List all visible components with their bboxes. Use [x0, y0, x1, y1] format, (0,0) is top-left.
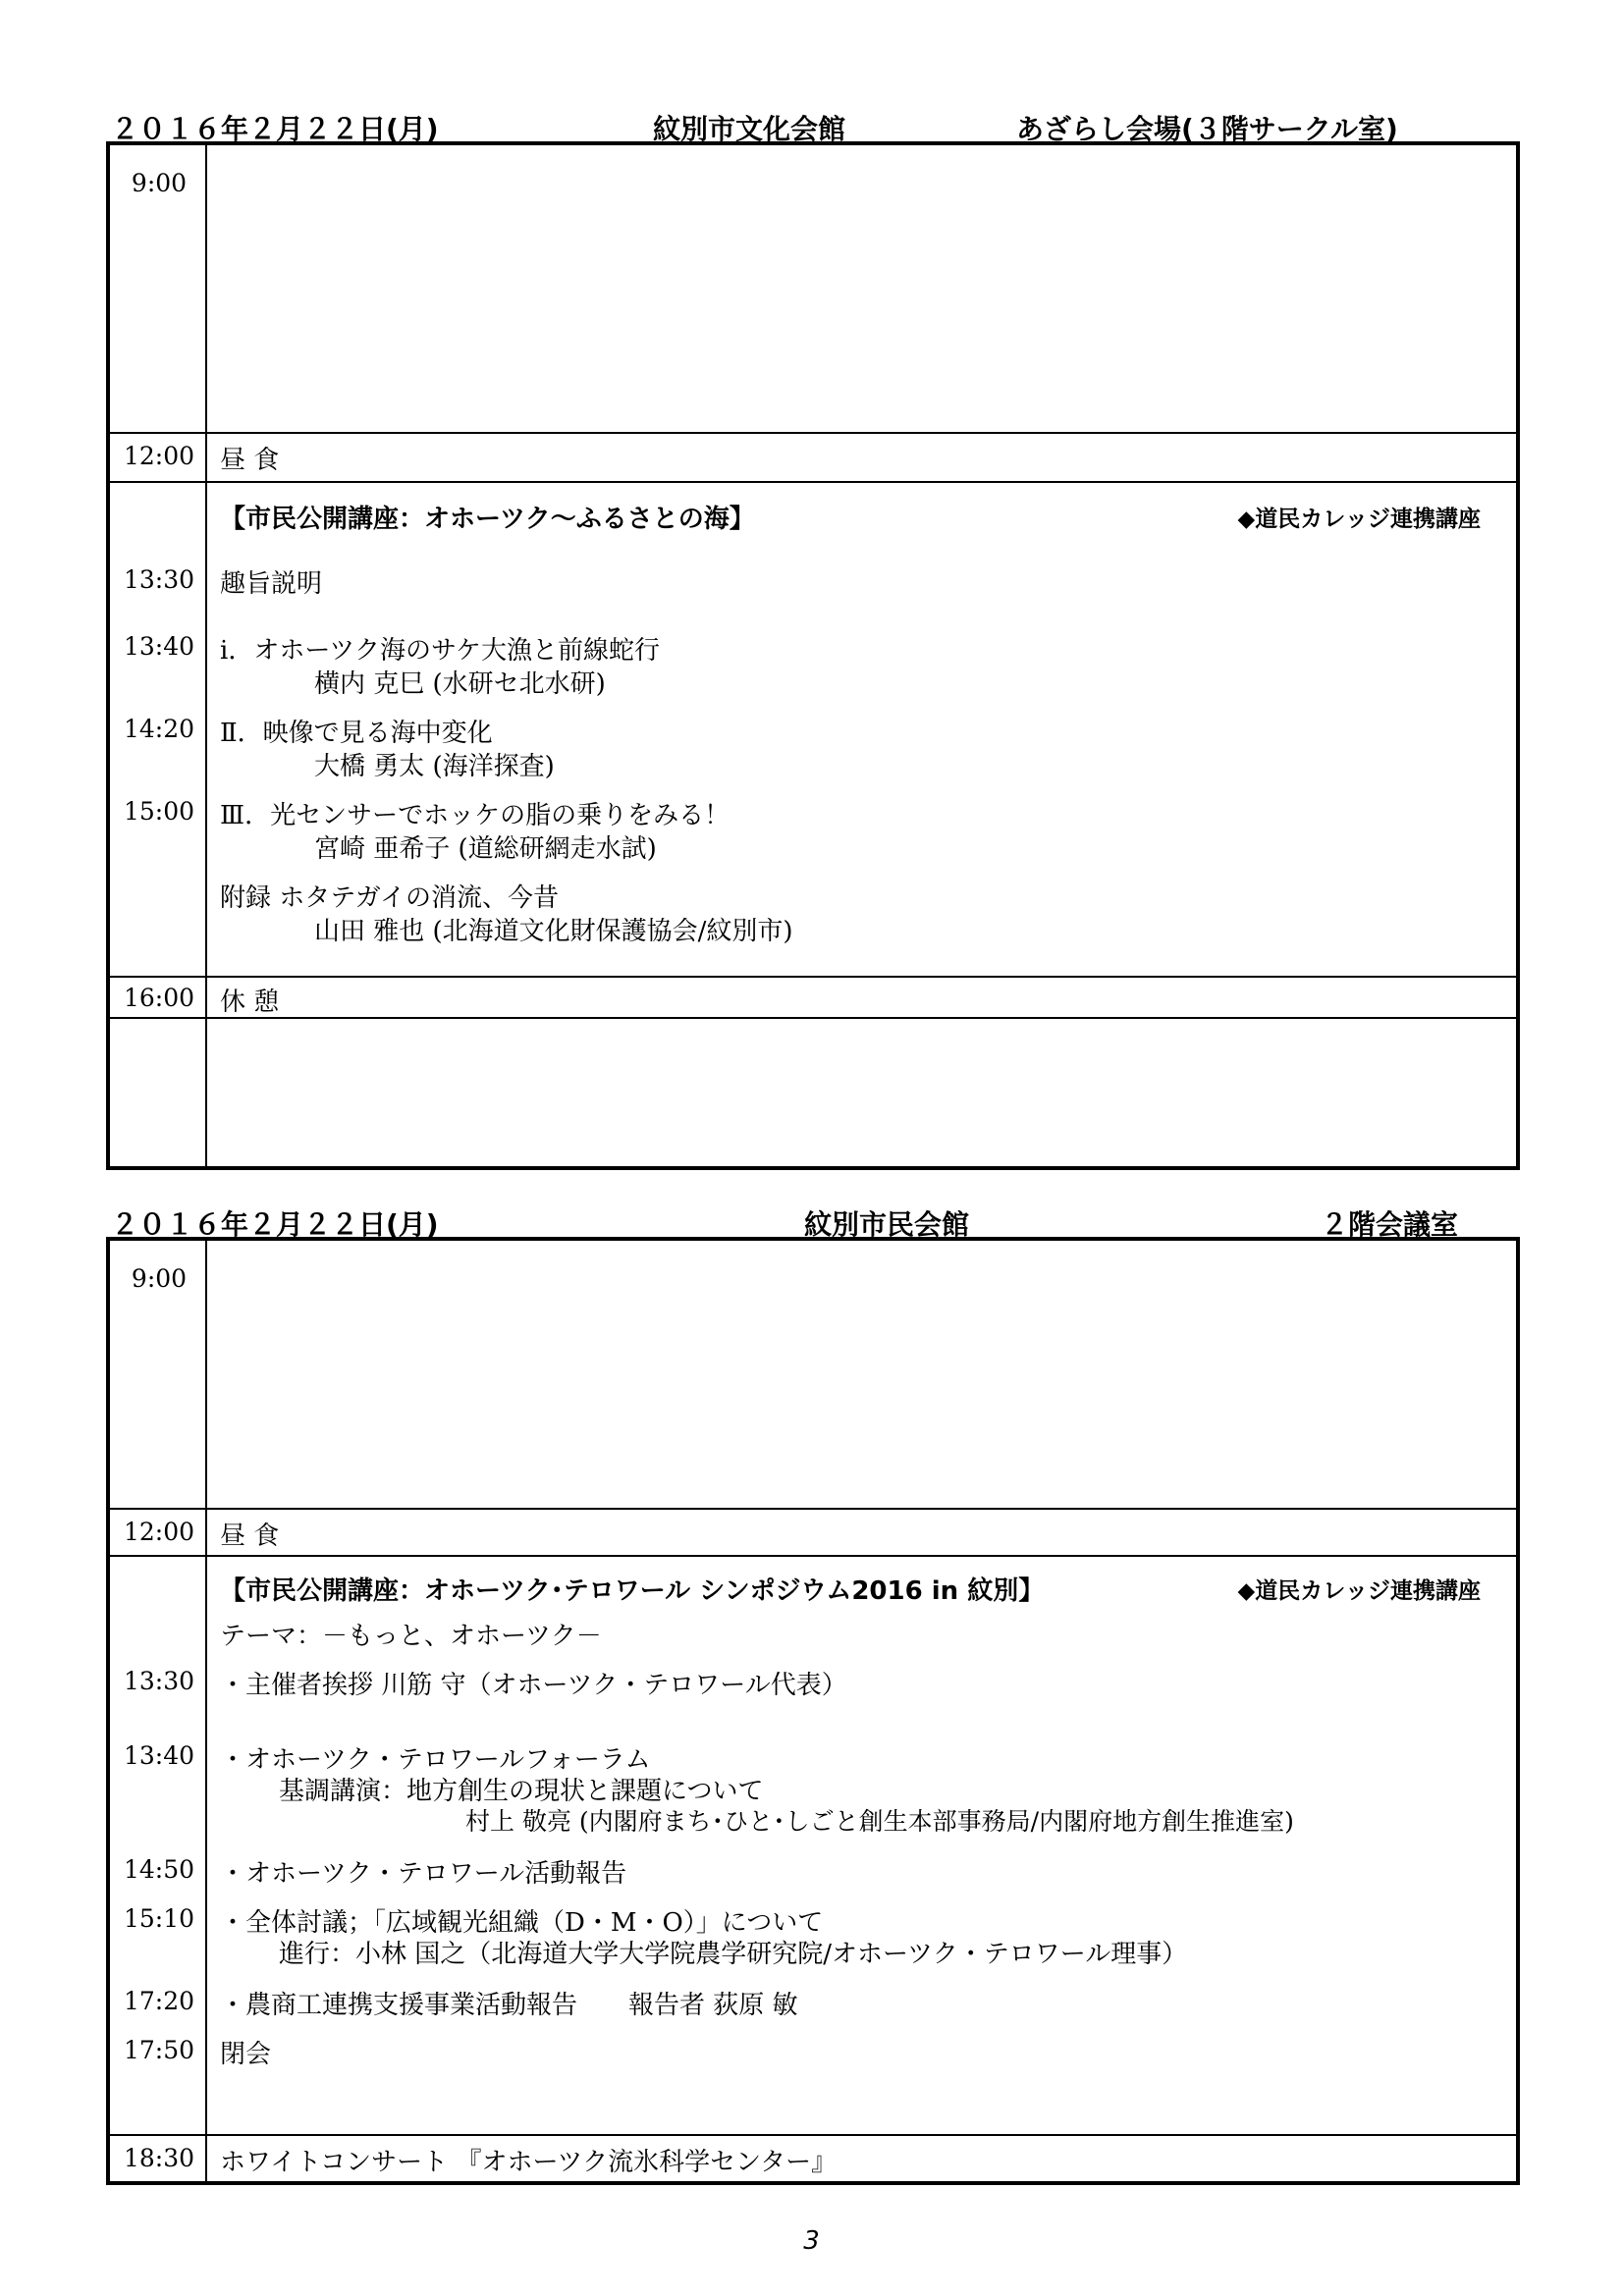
keynote-speaker: 村上 敬亮 (内閣府まち･ひと･しごと創生本部事務局/内閣府地方創生推進室) [465, 1807, 1294, 1836]
section2-date: ２０１６年２月２２日(月) [111, 1208, 439, 1241]
section2-venue: 紋別市民会館 [804, 1208, 970, 1241]
time-1500: 15:00 [123, 797, 195, 826]
appendix-speaker: 山田 雅也 (北海道文化財保護協会/紋別市) [314, 917, 793, 946]
moderator-label: 進行：小林 国之（北海道大学大学院農学研究院/オホーツク・テロワール理事） [279, 1940, 1188, 1969]
section2-room: ２階会議室 [1321, 1208, 1459, 1241]
report-label: ・オホーツク・テロワール活動報告 [220, 1859, 627, 1889]
section1-date: ２０１６年２月２２日(月) [111, 113, 439, 145]
time-1200: 12:00 [123, 1518, 195, 1546]
session-note: ◆道民カレッジ連携講座 [1237, 507, 1481, 532]
time-1340: 13:40 [123, 632, 195, 661]
time-1750: 17:50 [123, 2036, 195, 2064]
talk3-title: Ⅲ．光センサーでホッケの脂の乗りをみる！ [220, 801, 730, 830]
page-number: 3 [803, 2226, 820, 2256]
talk1-speaker: 横内 克巳 (水研セ北水研) [314, 669, 606, 699]
lunch-label: 昼 食 [220, 446, 280, 475]
section1-venue: 紋別市文化会館 [653, 113, 846, 145]
theme-label: テーマ：－もっと、オホーツク－ [220, 1622, 602, 1651]
talk1-title: ⅰ．オホーツク海のサケ大漁と前線蛇行 [220, 636, 660, 666]
time-1330: 13:30 [123, 565, 195, 594]
session-title: 【市民公開講座：オホーツク･テロワール シンポジウム2016 in 紋別】 [220, 1576, 1045, 1606]
closing-label: 閉会 [220, 2040, 272, 2069]
intro-label: 趣旨説明 [220, 569, 323, 599]
lunch-label: 昼 食 [220, 1522, 280, 1551]
section2-schedule-table [106, 1237, 1520, 2185]
session-note: ◆道民カレッジ連携講座 [1237, 1578, 1481, 1604]
section1-schedule-table [106, 141, 1520, 1170]
agri-report-label: ・農商工連携支援事業活動報告 報告者 荻原 敏 [220, 1991, 798, 2020]
session-title: 【市民公開講座：オホーツク～ふるさとの海】 [220, 505, 755, 534]
talk3-speaker: 宮崎 亜希子 (道総研網走水試) [314, 834, 657, 864]
break-label: 休 憩 [220, 988, 280, 1017]
discussion-label: ・全体討議；「広域観光組織（D・M・O）」について [220, 1908, 824, 1938]
section2-header [111, 1203, 1525, 1239]
time-1330: 13:30 [123, 1667, 195, 1695]
time-1510: 15:10 [123, 1904, 195, 1933]
greeting-label: ・主催者挨拶 川筋 守（オホーツク・テロワール代表） [220, 1671, 847, 1700]
keynote-label: 基調講演：地方創生の現状と課題について [279, 1777, 764, 1806]
appendix-title: 附録 ホタテガイの消流、今昔 [220, 883, 559, 913]
section1-room: あざらし会場(３階サークル室) [1016, 113, 1398, 145]
section1-header [111, 108, 1525, 143]
time-1200: 12:00 [123, 442, 195, 470]
time-0900: 9:00 [131, 1264, 188, 1293]
time-1420: 14:20 [123, 715, 195, 743]
talk2-speaker: 大橋 勇太 (海洋探査) [314, 752, 555, 781]
forum-label: ・オホーツク・テロワールフォーラム [220, 1745, 651, 1775]
time-1340: 13:40 [123, 1741, 195, 1770]
time-1600: 16:00 [123, 984, 195, 1012]
time-1450: 14:50 [123, 1855, 195, 1884]
concert-label: ホワイトコンサート 『オホーツク流氷科学センター』 [220, 2148, 838, 2177]
time-1720: 17:20 [123, 1987, 195, 2015]
time-0900: 9:00 [131, 169, 188, 197]
time-1830: 18:30 [123, 2144, 195, 2172]
talk2-title: Ⅱ．映像で見る海中変化 [220, 719, 493, 748]
